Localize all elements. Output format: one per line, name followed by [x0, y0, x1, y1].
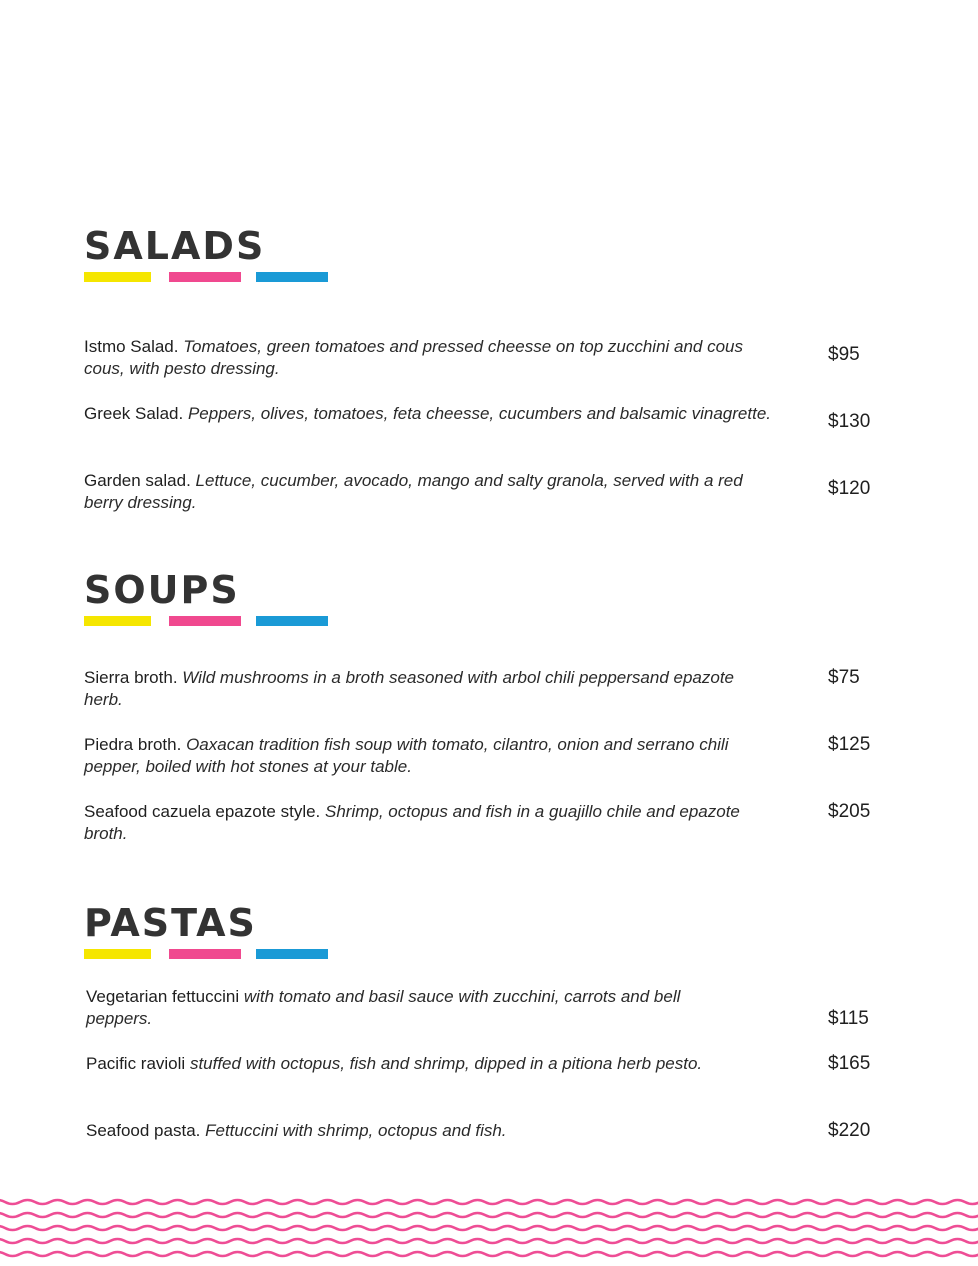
- color-bars: [84, 272, 904, 282]
- section-pastas: [84, 901, 904, 1141]
- yellow-bar: [84, 949, 151, 959]
- pink-bar: [169, 949, 241, 959]
- item-description: Shrimp, octopus and fish in a guajillo chile and epazote broth.: [84, 802, 740, 843]
- wave-line: [0, 1226, 978, 1230]
- item-name: Piedra broth.: [84, 735, 182, 754]
- item-name: Greek Salad.: [84, 404, 184, 423]
- item-price: $130: [828, 411, 871, 432]
- wave-line: [0, 1239, 978, 1243]
- item-description: stuffed with octopus, fish and shrimp, dipped in a pitiona herb pesto.: [189, 1054, 703, 1073]
- yellow-bar: [84, 616, 151, 626]
- item-description: Peppers, olives, tomatoes, feta cheesse, cucumbers and balsamic vinagrette.: [187, 404, 771, 423]
- yellow-bar: [84, 272, 151, 282]
- item-description: with tomato and basil sauce with zucchini, carrots and bell peppers.: [86, 987, 681, 1028]
- item-name: Istmo Salad.: [84, 337, 179, 356]
- item-name: Garden salad.: [84, 471, 191, 490]
- item-description: Lettuce, cucumber, avocado, mango and salty granola, served with a red berry dressing.: [84, 471, 743, 512]
- item-description: Oaxacan tradition fish soup with tomato, cilantro, onion and serrano chili pepper, boiled with hot stones at your table.: [84, 735, 729, 776]
- item-price: $165: [828, 1053, 871, 1074]
- blue-bar: [256, 949, 328, 959]
- item-price: $220: [828, 1120, 871, 1141]
- item-description: Tomatoes, green tomatoes and pressed cheesse on top zucchini and cous cous, with pesto dressing.: [84, 337, 744, 378]
- wave-line: [0, 1213, 978, 1217]
- item-description: Fettuccini with shrimp, octopus and fish.: [205, 1121, 507, 1140]
- item-price: $95: [828, 344, 860, 365]
- item-name: Pacific ravioli: [86, 1054, 186, 1073]
- section-soups: [84, 568, 904, 843]
- pink-bar: [169, 616, 241, 626]
- item-name: Sierra broth.: [84, 668, 178, 687]
- item-name: Seafood cazuela epazote style.: [84, 802, 321, 821]
- section-title: PASTAS: [84, 901, 257, 945]
- section-title: SALADS: [84, 224, 266, 268]
- wave-decoration: [0, 1192, 978, 1266]
- item-price: $75: [828, 667, 860, 688]
- item-name: Vegetarian fettuccini: [86, 987, 240, 1006]
- color-bars: [84, 949, 904, 959]
- color-bars: [84, 616, 904, 626]
- item-price: $115: [828, 1008, 869, 1029]
- wave-line: [0, 1200, 978, 1204]
- section-title: SOUPS: [84, 568, 240, 612]
- blue-bar: [256, 616, 328, 626]
- section-salads: [84, 224, 904, 512]
- item-price: $125: [828, 734, 871, 755]
- item-price: $120: [828, 478, 871, 499]
- item-price: $205: [828, 801, 871, 822]
- blue-bar: [256, 272, 328, 282]
- item-name: Seafood pasta.: [86, 1121, 201, 1140]
- pink-bar: [169, 272, 241, 282]
- item-description: Wild mushrooms in a broth seasoned with arbol chili peppersand epazote herb.: [84, 668, 734, 709]
- wave-line: [0, 1252, 978, 1256]
